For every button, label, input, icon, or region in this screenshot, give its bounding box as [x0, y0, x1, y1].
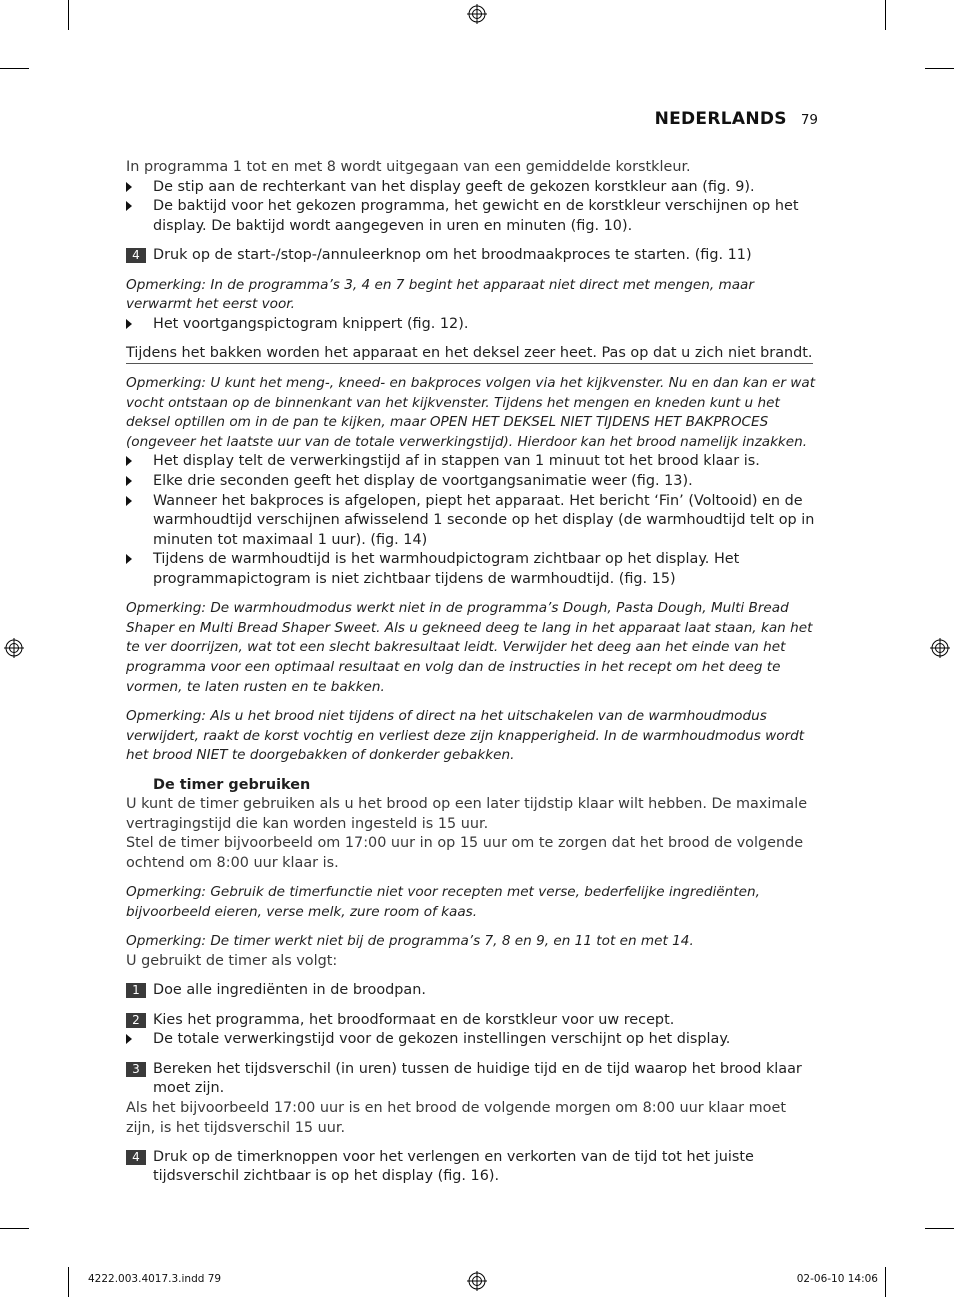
- step-number-badge: 2: [126, 1013, 146, 1028]
- note-paragraph: Opmerking: De warmhoudmodus werkt niet in de programma’s Dough, Pasta Dough, Multi Bread Shaper en Multi Bread Shaper Sweet. Als u gekneed deeg te lang in het apparaat laat staan, kan het te ver doorrijzen, wat tot een slecht bakresultaat leidt. Verwijder het deeg aan het einde van het programma voor een optimaal resultaat en volg dan de instructies in het recept om het deeg te vormen, te laten rusten en te bakken.: [126, 600, 813, 695]
- step-item: [126, 1060, 816, 1099]
- bullet-item: [126, 452, 816, 472]
- crop-mark: [0, 68, 29, 69]
- bullet-text: De baktijd voor het gekozen programma, het gewicht en de korstkleur verschijnen op het display. De baktijd wordt aangegeven in uren en minuten (fig. 10).: [153, 198, 799, 234]
- spacer: [126, 589, 816, 599]
- crop-mark: [925, 68, 954, 69]
- bullet-triangle-icon: [126, 456, 132, 466]
- spacer: [126, 266, 816, 276]
- spacer: [126, 972, 816, 982]
- crop-mark: [885, 1267, 886, 1297]
- spacer: [126, 923, 816, 933]
- body-paragraph: Stel de timer bijvoorbeeld om 17:00 uur in op 15 uur om te zorgen dat het brood de volgende ochtend om 8:00 uur klaar is.: [126, 835, 804, 871]
- bullet-triangle-icon: [126, 554, 132, 564]
- crop-mark: [885, 0, 886, 30]
- bullet-text: De stip aan de rechterkant van het display geeft de gekozen korstkleur aan (fig. 9).: [153, 178, 755, 195]
- note-paragraph: Opmerking: De timer werkt niet bij de programma’s 7, 8 en 9, en 11 tot en met 14.: [126, 933, 694, 950]
- crop-mark: [68, 1267, 69, 1297]
- spacer: [126, 1138, 816, 1148]
- step-text: Doe alle ingrediënten in de broodpan.: [153, 982, 426, 999]
- bullet-text: Wanneer het bakproces is afgelopen, piept het apparaat. Het bericht ‘Fin’ (Voltooid) en de warmhoudtijd verschijnen afwisselend 1 seconde op het display (de warmhoudtijd telt op in minuten tot maximaal 1 uur). (fig. 14): [153, 492, 815, 548]
- step-item: [126, 981, 816, 1001]
- registration-mark-icon: [4, 638, 24, 658]
- step-item: [126, 1148, 816, 1187]
- step-item: [126, 1011, 816, 1031]
- step-text: Kies het programma, het broodformaat en de korstkleur voor uw recept.: [153, 1011, 675, 1028]
- step-text: Bereken het tijdsverschil (in uren) tussen de huidige tijd en de tijd waarop het brood klaar moet zijn.: [153, 1060, 802, 1097]
- language-heading: NEDERLANDS: [654, 109, 787, 129]
- step-number-badge: 3: [126, 1062, 146, 1077]
- footer-timestamp: 02-06-10 14:06: [796, 1273, 878, 1285]
- body-paragraph: In programma 1 tot en met 8 wordt uitgegaan van een gemiddelde korstkleur.: [126, 159, 691, 175]
- spacer: [126, 1050, 816, 1060]
- bullet-triangle-icon: [126, 476, 132, 486]
- bullet-text: Het display telt de verwerkingstijd af in stappen van 1 minuut tot het brood klaar is.: [153, 453, 760, 470]
- bullet-text: Tijdens de warmhoudtijd is het warmhoudpictogram zichtbaar op het display. Het programmapictogram is niet zichtbaar tijdens de warmhoudtijd. (fig. 15): [153, 551, 740, 587]
- footer-file-info: 4222.003.4017.3.indd 79: [88, 1273, 222, 1285]
- bullet-item: [126, 1030, 816, 1050]
- note-paragraph: Opmerking: Gebruik de timerfunctie niet voor recepten met verse, bederfelijke ingrediënten, bijvoorbeeld eieren, verse melk, zure room of kaas.: [126, 884, 760, 920]
- crop-mark: [68, 0, 69, 30]
- bullet-triangle-icon: [126, 496, 132, 506]
- bullet-triangle-icon: [126, 182, 132, 192]
- registration-mark-icon: [930, 638, 950, 658]
- bullet-triangle-icon: [126, 319, 132, 329]
- bullet-item: [126, 472, 816, 492]
- page-header: [655, 109, 818, 129]
- step-text: Druk op de start-/stop-/annuleerknop om het broodmaakproces te starten. (fig. 11): [153, 247, 752, 264]
- step-text: Druk op de timerknoppen voor het verlengen en verkorten van de tijd tot het juiste tijdsverschil zichtbaar is op het display (fig. 16).: [153, 1148, 754, 1185]
- bullet-item: [126, 315, 816, 335]
- note-paragraph: Opmerking: Als u het brood niet tijdens of direct na het uitschakelen van de warmhoudmodus verwijdert, raakt de korst vochtig en verliest deze zijn knapperigheid. In de warmhoudmodus wordt het brood NIET te doorgebakken of donkerder gebakken.: [126, 708, 805, 764]
- body-paragraph: U gebruikt de timer als volgt:: [126, 952, 338, 969]
- body-paragraph: U kunt de timer gebruiken als u het brood op een later tijdstip klaar wilt hebben. De maximale vertragingstijd die kan worden ingesteld is 15 uur.: [126, 796, 808, 832]
- warning-paragraph: [126, 344, 816, 364]
- bullet-item: [126, 492, 816, 551]
- bullet-text: De totale verwerkingstijd voor de gekozen instellingen verschijnt op het display.: [153, 1031, 731, 1048]
- registration-mark-icon: [467, 4, 487, 24]
- section-heading: De timer gebruiken: [153, 776, 311, 793]
- bullet-item: [126, 197, 816, 236]
- note-paragraph: Opmerking: U kunt het meng-, kneed- en bakproces volgen via het kijkvenster. Nu en dan kan er wat vocht ontstaan op de binnenkant van het kijkvenster. Tijdens het mengen en kneden kunt u het deksel optillen om in de pan te kijken, maar OPEN HET DEKSEL NIET TIJDENS HET BAKPROCES (ongeveer het laatste uur van de totale verwerkingstijd). Hierdoor kan het brood namelijk inzakken.: [126, 374, 816, 450]
- bullet-item: [126, 178, 816, 198]
- spacer: [126, 236, 816, 246]
- spacer: [126, 364, 816, 374]
- body-paragraph: Als het bijvoorbeeld 17:00 uur is en het brood de volgende morgen om 8:00 uur klaar moet zijn, is het tijdsverschil 15 uur.: [126, 1099, 786, 1136]
- spacer: [126, 874, 816, 884]
- step-item: [126, 246, 816, 266]
- step-number-badge: 4: [126, 248, 146, 263]
- bullet-text: Het voortgangspictogram knippert (fig. 12).: [153, 315, 469, 332]
- registration-mark-icon: [467, 1271, 487, 1291]
- warning-text: Tijdens het bakken worden het apparaat en het deksel zeer heet. Pas op dat u zich niet brandt.: [126, 344, 813, 364]
- bullet-triangle-icon: [126, 201, 132, 211]
- crop-mark: [0, 1228, 29, 1229]
- spacer: [126, 766, 816, 776]
- page-content: [126, 158, 816, 1187]
- page-number: 79: [800, 112, 818, 128]
- bullet-item: [126, 550, 816, 589]
- note-paragraph: Opmerking: In de programma’s 3, 4 en 7 begint het apparaat niet direct met mengen, maar verwarmt het eerst voor.: [126, 276, 754, 313]
- step-number-badge: 1: [126, 983, 146, 998]
- spacer: [126, 334, 816, 344]
- spacer: [126, 697, 816, 707]
- step-number-badge: 4: [126, 1150, 146, 1165]
- spacer: [126, 1001, 816, 1011]
- crop-mark: [925, 1228, 954, 1229]
- bullet-text: Elke drie seconden geeft het display de voortgangsanimatie weer (fig. 13).: [153, 472, 693, 489]
- bullet-triangle-icon: [126, 1034, 132, 1044]
